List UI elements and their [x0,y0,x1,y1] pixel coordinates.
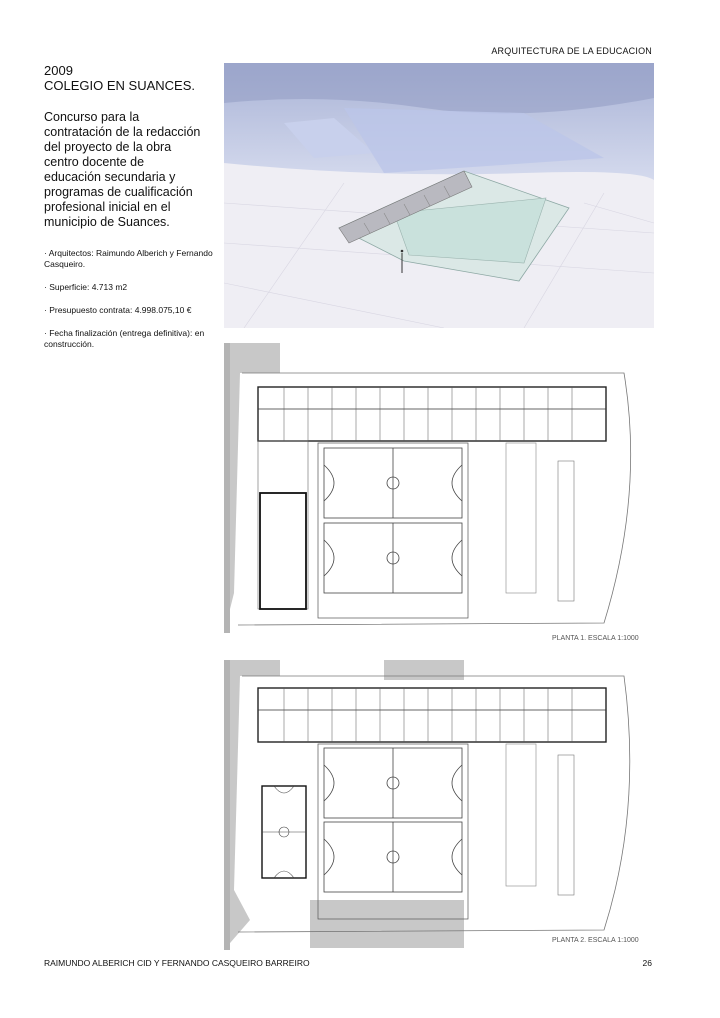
footer-authors: RAIMUNDO ALBERICH CID Y FERNANDO CASQUEIRO BARREIRO [44,958,310,968]
plan-2-caption: PLANTA 2. ESCALA 1:1000 [552,937,639,944]
project-year: 2009 [44,63,73,78]
floor-plan-1 [224,343,654,633]
floor-plan-2 [224,660,654,950]
project-description: Concurso para la contratación de la redacción del proyecto de la obra centro docente de educación secundaria y programas de cualificación profesional inicial en el municipio de Suances. [44,110,201,229]
page-number: 26 [642,958,652,968]
project-facts [44,248,214,362]
fact-budget: · Presupuesto contrata: 4.998.075,10 € [44,305,192,315]
fact-architects: · Arquitectos: Raimundo Alberich y Fernando Casqueiro. [44,248,213,269]
running-header: ARQUITECTURA DE LA EDUCACION [491,46,652,56]
fact-surface: · Superficie: 4.713 m2 [44,282,128,292]
plan-1-caption: PLANTA 1. ESCALA 1:1000 [552,635,639,642]
aerial-rendering [224,63,654,328]
project-title: COLEGIO EN SUANCES. [44,78,195,93]
fact-completion-date: · Fecha finalización (entrega definitiva): en construcción. [44,328,205,349]
